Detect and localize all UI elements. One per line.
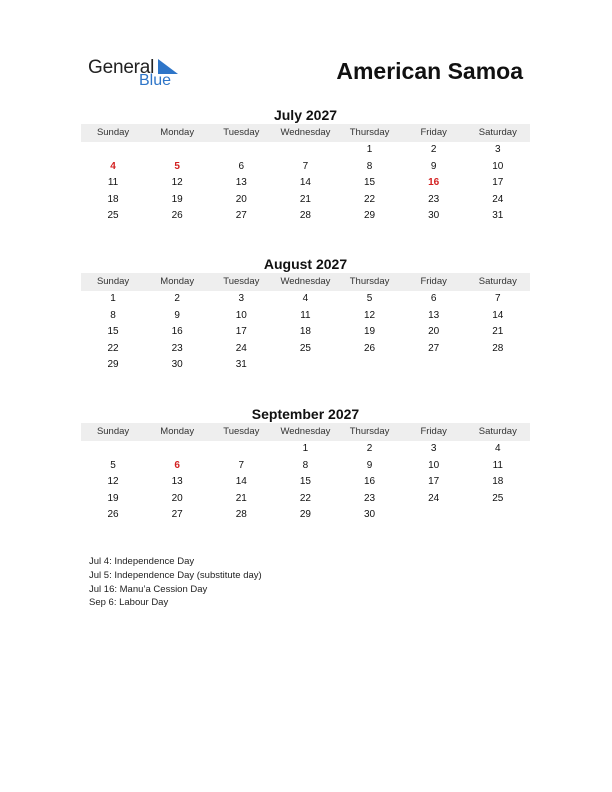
weekday-header-row bbox=[81, 124, 530, 142]
weekday-header: Tuesday bbox=[223, 127, 260, 138]
day-cell: 29 bbox=[107, 359, 119, 371]
day-cell: 10 bbox=[492, 160, 504, 172]
month-calendar bbox=[81, 405, 530, 524]
day-cell: 29 bbox=[364, 210, 376, 222]
weekday-header: Friday bbox=[420, 127, 447, 138]
day-cell: 7 bbox=[238, 459, 245, 471]
week-row bbox=[81, 341, 530, 358]
day-cell: 2 bbox=[430, 144, 437, 155]
day-cell: 12 bbox=[171, 177, 183, 189]
day-cell: 9 bbox=[174, 309, 180, 321]
day-cell: 1 bbox=[366, 144, 373, 155]
day-cell: 10 bbox=[428, 459, 440, 471]
week-row bbox=[81, 308, 530, 325]
day-cell: 11 bbox=[107, 177, 119, 189]
day-cell: 4 bbox=[495, 443, 501, 454]
day-cell: 2 bbox=[366, 443, 373, 454]
month-title: August 2027 bbox=[263, 256, 348, 272]
day-cell: 31 bbox=[492, 210, 504, 222]
day-cell: 21 bbox=[492, 326, 504, 338]
weekday-header: Saturday bbox=[478, 127, 517, 138]
day-cell: 14 bbox=[299, 177, 311, 189]
weekday-header: Friday bbox=[420, 426, 447, 437]
logo-blue-text: Blue bbox=[139, 72, 172, 89]
day-cell: 13 bbox=[235, 177, 247, 189]
day-cell: 11 bbox=[492, 459, 503, 471]
day-cell: 14 bbox=[235, 476, 247, 488]
weekday-header: Monday bbox=[160, 426, 195, 437]
day-cell: 29 bbox=[299, 509, 311, 521]
day-cell: 30 bbox=[171, 359, 183, 371]
day-cell: 23 bbox=[364, 492, 376, 504]
week-row bbox=[81, 159, 530, 176]
day-cell: 13 bbox=[428, 309, 440, 321]
weekday-header-row bbox=[81, 273, 530, 291]
week-row bbox=[81, 441, 530, 458]
holiday-list bbox=[89, 555, 262, 610]
day-cell: 8 bbox=[366, 160, 373, 172]
day-cell: 22 bbox=[299, 492, 311, 504]
day-cell: 26 bbox=[107, 509, 119, 521]
day-cell: 22 bbox=[107, 342, 119, 354]
day-cell: 21 bbox=[235, 492, 247, 504]
weekday-header: Saturday bbox=[478, 276, 517, 287]
weekday-header: Monday bbox=[160, 276, 195, 287]
week-row bbox=[81, 507, 530, 524]
day-cell: 18 bbox=[492, 476, 504, 488]
holiday-item: Sep 6: Labour Day bbox=[89, 597, 169, 609]
day-cell: 7 bbox=[495, 293, 501, 304]
day-cell: 18 bbox=[299, 326, 311, 338]
logo bbox=[88, 57, 198, 91]
week-row bbox=[81, 142, 530, 159]
day-cell: 2 bbox=[174, 293, 180, 304]
day-cell: 24 bbox=[428, 492, 440, 504]
day-cell: 8 bbox=[110, 309, 116, 321]
day-cell bbox=[402, 357, 466, 374]
day-cell: 27 bbox=[235, 210, 247, 222]
day-cell bbox=[273, 357, 337, 374]
day-cell: 21 bbox=[299, 193, 311, 205]
day-cell: 27 bbox=[428, 342, 440, 354]
day-cell: 27 bbox=[171, 509, 183, 521]
day-cell: 30 bbox=[428, 210, 440, 222]
weekday-header: Tuesday bbox=[223, 276, 260, 287]
day-cell: 5 bbox=[110, 459, 116, 471]
day-cell: 25 bbox=[492, 492, 504, 504]
day-cell: 3 bbox=[430, 443, 437, 454]
day-cell: 26 bbox=[171, 210, 183, 222]
day-cell: 16 bbox=[171, 326, 183, 338]
week-row bbox=[81, 458, 530, 475]
day-cell: 17 bbox=[235, 326, 247, 338]
weekday-header-row bbox=[81, 423, 530, 441]
day-cell: 26 bbox=[364, 342, 376, 354]
holiday-item: Jul 16: Manu’a Cession Day bbox=[89, 583, 208, 595]
day-cell: 6 bbox=[430, 293, 437, 304]
day-cell: 19 bbox=[107, 492, 119, 504]
logo-general-text: General bbox=[88, 57, 155, 78]
day-cell: 17 bbox=[428, 476, 440, 488]
day-cell: 15 bbox=[299, 476, 311, 488]
day-cell: 30 bbox=[364, 509, 376, 521]
day-cell bbox=[145, 142, 209, 159]
holiday-day-cell: 6 bbox=[174, 459, 180, 471]
day-cell: 20 bbox=[235, 193, 247, 205]
week-row bbox=[81, 208, 530, 225]
weekday-header: Sunday bbox=[96, 276, 130, 287]
month-calendar bbox=[81, 255, 530, 374]
weekday-header: Wednesday bbox=[280, 426, 331, 437]
weekday-header: Thursday bbox=[349, 426, 390, 437]
day-cell: 3 bbox=[238, 293, 245, 304]
day-cell: 19 bbox=[364, 326, 376, 338]
day-cell bbox=[273, 142, 337, 159]
day-cell bbox=[402, 507, 466, 524]
holiday-day-cell: 4 bbox=[110, 160, 116, 172]
weekday-header: Wednesday bbox=[280, 127, 331, 138]
day-cell: 13 bbox=[171, 476, 183, 488]
day-cell: 12 bbox=[107, 476, 119, 488]
day-cell: 28 bbox=[299, 210, 311, 222]
day-cell: 20 bbox=[171, 492, 183, 504]
holiday-day-cell: 16 bbox=[428, 177, 440, 189]
day-cell: 25 bbox=[299, 342, 311, 354]
day-cell: 6 bbox=[238, 160, 245, 172]
day-cell: 1 bbox=[110, 293, 116, 304]
day-cell: 23 bbox=[428, 193, 440, 205]
day-cell: 20 bbox=[428, 326, 440, 338]
day-cell: 1 bbox=[302, 443, 309, 454]
day-cell: 12 bbox=[364, 309, 376, 321]
day-cell: 11 bbox=[300, 309, 311, 321]
day-cell: 4 bbox=[302, 293, 309, 304]
day-cell: 16 bbox=[364, 476, 376, 488]
day-cell: 23 bbox=[171, 342, 183, 354]
day-cell: 9 bbox=[366, 459, 373, 471]
holiday-day-cell: 5 bbox=[174, 160, 180, 172]
day-cell bbox=[81, 441, 145, 458]
week-row bbox=[81, 357, 530, 374]
day-cell: 17 bbox=[492, 177, 504, 189]
day-cell: 19 bbox=[171, 193, 183, 205]
weekday-header: Sunday bbox=[96, 426, 130, 437]
day-cell: 14 bbox=[492, 309, 504, 321]
day-cell: 28 bbox=[235, 509, 247, 521]
week-row bbox=[81, 474, 530, 491]
weekday-header: Sunday bbox=[96, 127, 130, 138]
weekday-header: Thursday bbox=[349, 127, 390, 138]
day-cell: 8 bbox=[302, 459, 309, 471]
holiday-item: Jul 4: Independence Day bbox=[89, 556, 195, 567]
country-title: American Samoa bbox=[336, 58, 523, 84]
day-cell bbox=[466, 507, 530, 524]
week-row bbox=[81, 491, 530, 508]
day-cell: 5 bbox=[366, 293, 373, 304]
holiday-item: Jul 5: Independence Day (substitute day) bbox=[89, 569, 262, 581]
week-row bbox=[81, 175, 530, 192]
day-cell: 9 bbox=[430, 160, 437, 172]
week-row bbox=[81, 192, 530, 209]
day-cell: 3 bbox=[495, 144, 501, 155]
day-cell bbox=[145, 441, 209, 458]
weekday-header: Friday bbox=[420, 276, 447, 287]
day-cell bbox=[209, 142, 273, 159]
day-cell: 18 bbox=[107, 193, 119, 205]
weekday-header: Thursday bbox=[349, 276, 390, 287]
day-cell: 24 bbox=[235, 342, 247, 354]
day-cell bbox=[466, 357, 530, 374]
day-cell: 28 bbox=[492, 342, 504, 354]
day-cell: 25 bbox=[107, 210, 119, 222]
day-cell: 15 bbox=[364, 177, 376, 189]
month-title: September 2027 bbox=[251, 406, 360, 422]
day-cell bbox=[338, 357, 402, 374]
day-cell: 31 bbox=[235, 359, 247, 371]
weekday-header: Saturday bbox=[478, 426, 517, 437]
day-cell: 10 bbox=[235, 309, 247, 321]
month-title: July 2027 bbox=[273, 107, 338, 123]
weekday-header: Wednesday bbox=[280, 276, 331, 287]
day-cell: 7 bbox=[302, 160, 309, 172]
day-cell: 24 bbox=[492, 193, 504, 205]
week-row bbox=[81, 291, 530, 308]
day-cell bbox=[209, 441, 273, 458]
weekday-header: Monday bbox=[160, 127, 195, 138]
month-calendar bbox=[81, 106, 530, 225]
weekday-header: Tuesday bbox=[223, 426, 260, 437]
day-cell bbox=[81, 142, 145, 159]
day-cell: 15 bbox=[107, 326, 119, 338]
day-cell: 22 bbox=[364, 193, 376, 205]
week-row bbox=[81, 324, 530, 341]
